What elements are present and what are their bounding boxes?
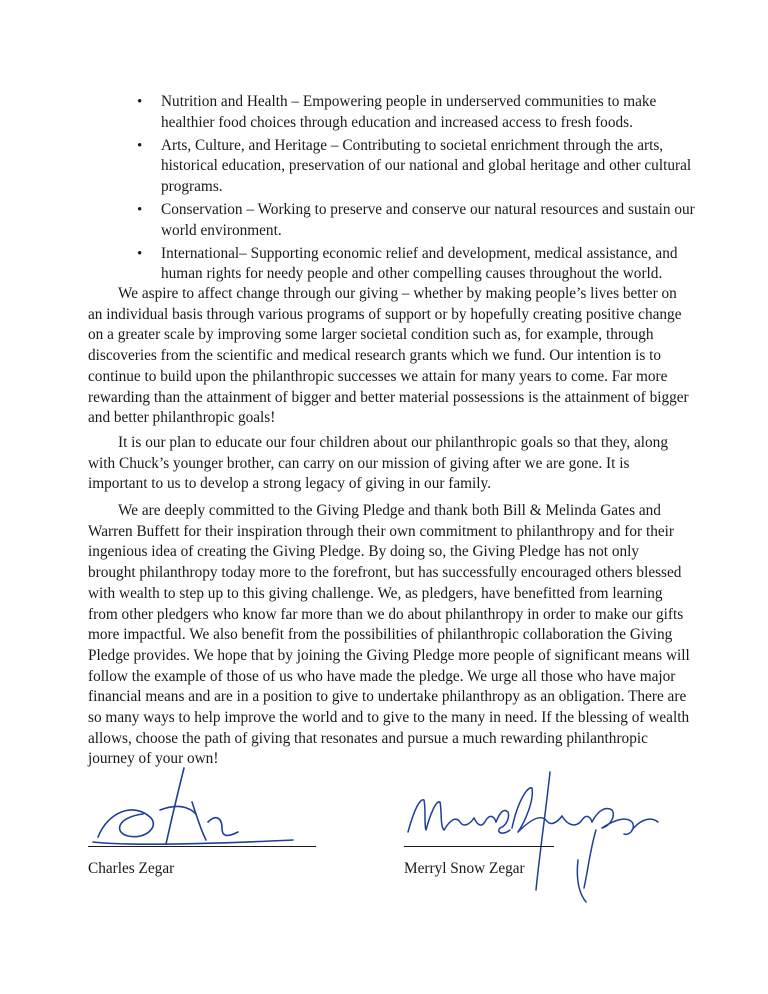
signature-line-charles xyxy=(88,846,316,847)
list-item: • Conservation – Working to preserve and conserve our natural resources and sustain our world environment. xyxy=(137,200,695,239)
signature-charles-zegar xyxy=(88,762,298,852)
bullet-icon: • xyxy=(137,94,143,110)
paragraph-legacy: It is our plan to educate our four children about our philanthropic goals so that they, along with Chuck’s younger brother, can carry on our mission of giving after we are gone. It is important to us to develop a strong legacy of giving in our family. xyxy=(88,434,668,493)
focus-area-list xyxy=(137,92,697,287)
paragraph-change: We aspire to affect change through our giving – whether by making people’s lives better on an individual basis through various programs of support or by hopefully creating positive change on a greater scale by improving some larger societal condition such as, for example, through discoveries from the scientific and medical research grants which we fund. Our intention is to continue to build upon the philanthropic successes we attain for many years to come. Far more rewarding than the attainment of bigger and better material possessions is the attainment of bigger and better philanthropic goals! xyxy=(88,285,689,427)
list-item: • Nutrition and Health – Empowering people in underserved communities to make healthier food choices through education and increased access to fresh foods. xyxy=(137,93,657,131)
paragraph-commitment: We are deeply committed to the Giving Pledge and thank both Bill & Melinda Gates and Warren Buffett for their inspiration through their own commitment to philanthropy and for their ingenious idea of creating the Giving Pledge. By doing so, the Giving Pledge has not only brought philanthropy today more to the forefront, but has successfully encouraged others blessed with wealth to step up to this giving challenge. We, as pledgers, have benefitted from learning from other pledgers who know far more than we do about philanthropy in order to make our gifts more impactful. We also benefit from the possibilities of philanthropic collaboration the Giving Pledge provides. We hope that by joining the Giving Pledge more people of significant means will follow the example of those of us who have made the pledge. We urge all those who have major financial means and are in a position to give to undertake philanthropy as an obligation. There are so many ways to help improve the world and to give to the many in need. If the blessing of wealth allows, choose the path of giving that resonates and pursue a much rewarding philanthropic journey of your own! xyxy=(88,502,690,768)
signature-merryl-snow-zegar xyxy=(400,770,670,910)
signer-name-merryl: Merryl Snow Zegar xyxy=(404,860,525,877)
bullet-icon: • xyxy=(137,201,143,218)
signer-name-charles: Charles Zegar xyxy=(88,860,175,877)
list-item: • International– Supporting economic relief and development, medical assistance, and human rights for needy people and other compelling causes throughout the world. xyxy=(137,244,678,283)
bullet-icon: • xyxy=(137,245,143,262)
signature-line-merryl xyxy=(404,846,554,847)
list-item: • Arts, Culture, and Heritage – Contributing to societal enrichment through the arts, historical education, preservation of our national and global heritage and other cultural programs. xyxy=(137,136,692,195)
bullet-icon: • xyxy=(137,137,143,154)
